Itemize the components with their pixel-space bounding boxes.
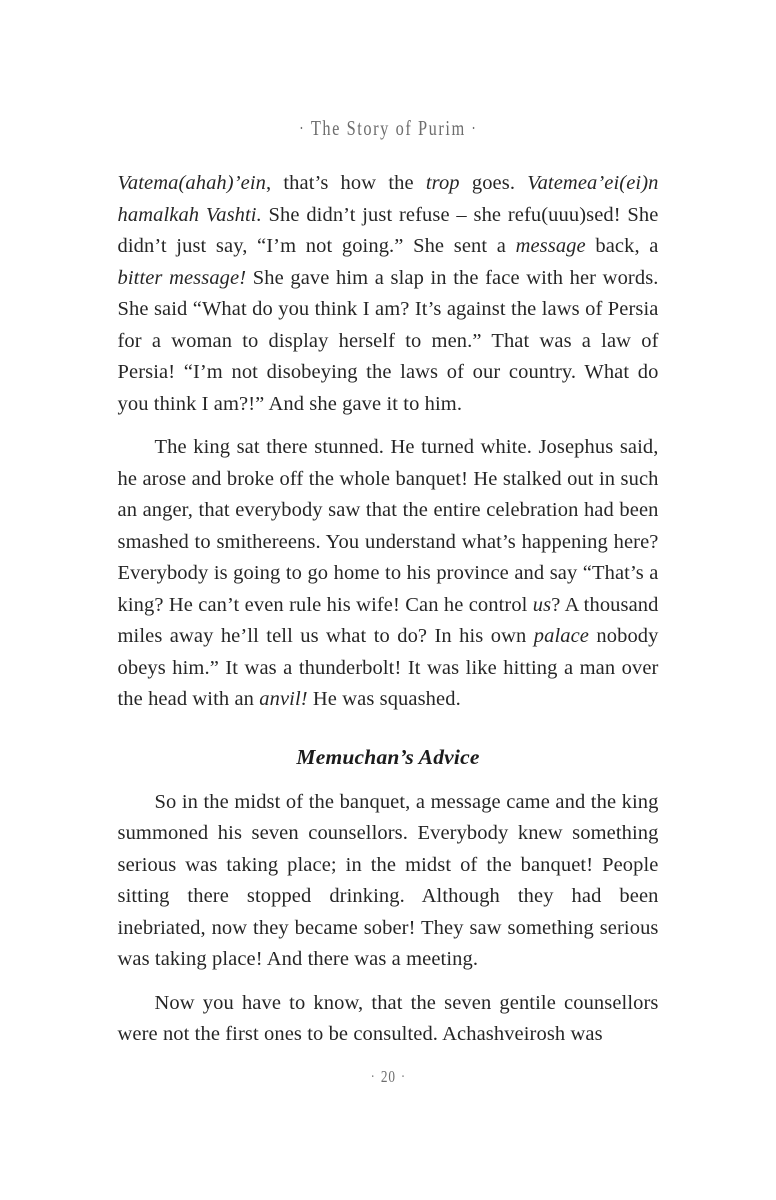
- footer-decor-right: ·: [400, 1068, 406, 1085]
- header-title: The Story of Purim: [310, 116, 466, 140]
- paragraph: [118, 432, 659, 716]
- text-run-italic: bitter message!: [117, 266, 247, 289]
- text-run: ? A thousand miles away he’ll tell us what to do? In his own: [117, 593, 659, 647]
- text-run-italic: us: [532, 593, 552, 616]
- paragraph: [118, 168, 659, 420]
- header-decor-right: ·: [470, 118, 478, 138]
- text-run-italic: message: [515, 235, 586, 257]
- text-run: So in the midst of the banquet, a message came and the king summoned his seven counsellors. Everybody knew something serious was taking place; in the midst of the banquet! People sitting there stopped drinking. Although they had been inebriated, now they became sober! They saw something serious was taking place! And there was a meeting.: [117, 790, 659, 970]
- page-footer-text: [365, 1067, 411, 1087]
- text-run: back, a: [585, 235, 659, 257]
- text-run-italic: palace: [533, 625, 590, 647]
- page-number: 20: [380, 1066, 396, 1086]
- page-footer: [0, 1067, 776, 1087]
- section-heading: [118, 743, 659, 771]
- text-run: Memuchan’s Advice: [296, 744, 480, 769]
- text-run: , that’s how the: [265, 172, 426, 194]
- footer-decor-left: ·: [370, 1068, 376, 1085]
- text-run-italic: Vatemea’ei(ei)n hamalkah Vashti.: [117, 172, 659, 226]
- text-run-italic: anvil!: [259, 688, 308, 710]
- header-decor-left: ·: [298, 118, 306, 138]
- text-run: goes.: [459, 172, 528, 194]
- text-run: She didn’t just refuse – she refu(uuu)sed! She didn’t just say, “I’m not going.” She sent a: [117, 203, 659, 257]
- text-run: nobody obeys him.” It was a thunderbolt! It was like hitting a man over the head with an: [117, 625, 659, 710]
- text-run-italic: trop: [425, 172, 460, 194]
- running-header-text: [293, 116, 482, 141]
- running-header: [0, 0, 776, 141]
- text-run: She gave him a slap in the face with her words. She said “What do you think I am? It’s against the laws of Persia for a woman to display herself to men.” That was a law of Persia! “I’m not disobeying the laws of our country. What do you think I am?!” And she gave it to him.: [117, 266, 659, 415]
- paragraph: [118, 988, 659, 1051]
- text-run-italic: Vatema(ahah)’ein: [117, 172, 266, 194]
- paragraph: [118, 787, 659, 976]
- text-run: Now you have to know, that the seven gentile counsellors were not the first ones to be consulted. Achashveirosh was: [117, 991, 659, 1045]
- text-run: The king sat there stunned. He turned white. Josephus said, he arose and broke off the whole banquet! He stalked out in such an anger, that everybody saw that the entire celebration had been smashed to smithereens. You understand what’s happening here? Everybody is going to go home to his province and say “That’s a king? He can’t even rule his wife! Can he control: [117, 436, 659, 616]
- page-body: [118, 168, 659, 1051]
- text-run: He was squashed.: [307, 688, 461, 710]
